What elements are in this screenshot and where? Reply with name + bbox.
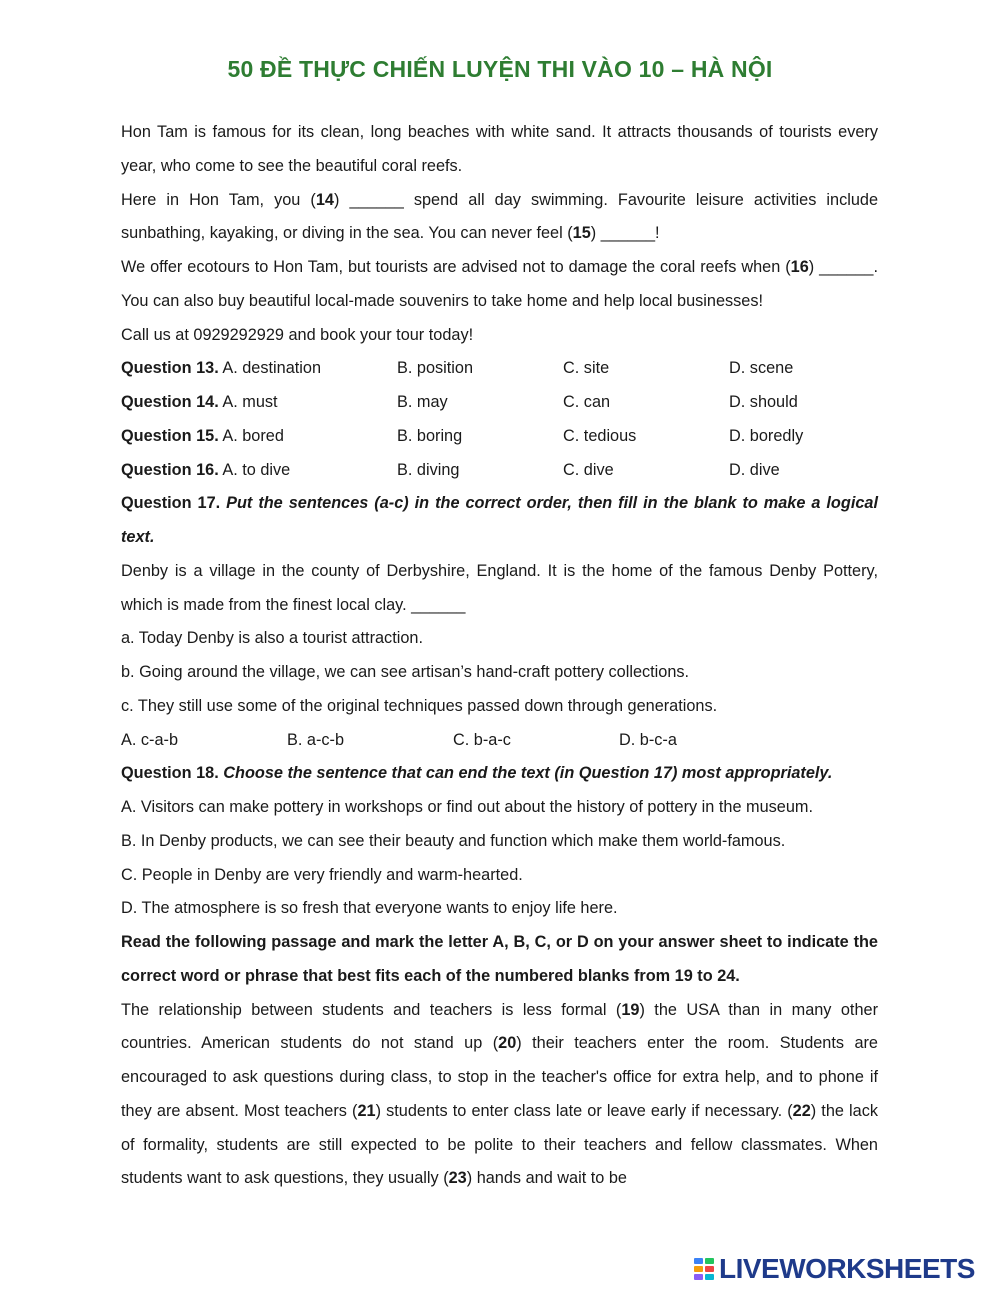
passage2: The relationship between students and teachers is less formal (19) the USA than in many other countries. American students do not stand up (20) their teachers enter the room. Students are encouraged to ask questions during class, to stop in the teacher's office for extra help, and to phone if they are absent. Most teachers (21) students to enter class late or leave early if necessary. (22) the lack of formality, students are still expected to be polite to their teachers and fellow classmates. When students want to ask questions, they usually (23) hands and wait to be (121, 1000, 879, 1188)
worksheet-content (121, 116, 878, 1196)
option-b[interactable]: B. In Denby products, we can see their beauty and function which make them world-famous. (121, 831, 786, 850)
passage1-paragraph2: Here in Hon Tam, you (14) ______ spend all day swimming. Favourite leisure activities include sunbathing, kayaking, or diving in the sea. You can never feel (15) ______! (121, 190, 878, 243)
section-instruction: Read the following passage and mark the letter A, B, C, or D on your answer sheet to indicate the correct word or phrase that best fits each of the numbered blanks from 19 to 24. (121, 933, 878, 985)
question-17-sentence-b: b. Going around the village, we can see artisan’s hand-craft pottery collections. (121, 663, 690, 681)
logo-text: LIVEWORKSHEETS (719, 1253, 975, 1284)
option-a[interactable]: A. bored (222, 426, 284, 445)
question-17-sentence-c: c. They still use some of the original techniques passed down through generations. (121, 696, 718, 715)
option-d[interactable]: D. boredly (729, 426, 804, 445)
liveworksheets-logo (693, 1254, 975, 1284)
option-b[interactable]: B. may (397, 393, 448, 411)
question-17-heading: Question 17. Put the sentences (a-c) in the correct order, then fill in the blank to make a logical text. (121, 494, 878, 546)
option-a[interactable]: A. c-a-b (121, 730, 179, 749)
option-b[interactable]: B. a-c-b (287, 730, 345, 749)
option-d[interactable]: D. scene (729, 359, 794, 378)
option-a[interactable]: A. must (222, 393, 278, 411)
question-17-options (121, 724, 878, 758)
option-b[interactable]: B. boring (397, 426, 463, 445)
question-15: Question 15. A. bored B. boring C. tedious D. boredly (121, 420, 878, 454)
option-c[interactable]: C. site (563, 359, 610, 378)
option-d[interactable]: D. The atmosphere is so fresh that everyone wants to enjoy life here. (121, 899, 618, 918)
option-d[interactable]: D. b-c-a (619, 730, 677, 749)
option-c[interactable]: C. People in Denby are very friendly and warm-hearted. (121, 865, 523, 884)
logo-mark-icon (693, 1257, 715, 1281)
option-b[interactable]: B. diving (397, 460, 460, 479)
option-c[interactable]: C. can (563, 393, 611, 411)
option-c[interactable]: C. dive (563, 460, 614, 479)
option-b[interactable]: B. position (397, 359, 474, 378)
passage1-intro: Hon Tam is famous for its clean, long beaches with white sand. It attracts thousands of tourists every year, who come to see the beautiful coral reefs. (121, 123, 878, 175)
passage1-paragraph3: We offer ecotours to Hon Tam, but tourists are advised not to damage the coral reefs when (16) ______. You can also buy beautiful local-made souvenirs to take home and help local businesses! (121, 258, 878, 310)
question-13: Question 13. A. destination B. position C. site D. scene (121, 352, 878, 386)
option-a[interactable]: A. Visitors can make pottery in workshops or find out about the history of pottery in the museum. (121, 798, 813, 816)
question-18-heading: Question 18. Choose the sentence that can end the text (in Question 17) most appropriately. (121, 764, 833, 783)
option-d[interactable]: D. dive (729, 460, 780, 479)
option-c[interactable]: C. b-a-c (453, 730, 511, 749)
option-c[interactable]: C. tedious (563, 426, 637, 445)
option-d[interactable]: D. should (729, 393, 798, 411)
option-a[interactable]: A. to dive (222, 460, 291, 479)
question-17-sentence-a: a. Today Denby is also a tourist attraction. (121, 629, 423, 648)
question-16: Question 16. A. to dive B. diving C. dive D. dive (121, 454, 878, 488)
question-14: Question 14. A. must B. may C. can D. should (121, 386, 878, 420)
passage1-paragraph4: Call us at 0929292929 and book your tour today! (121, 325, 474, 344)
page-title: 50 ĐỀ THỰC CHIẾN LUYỆN THI VÀO 10 – HÀ NỘI (227, 56, 773, 82)
question-17-text: Denby is a village in the county of Derbyshire, England. It is the home of the famous Denby Pottery, which is made from the finest local clay. ______ (121, 561, 878, 614)
option-a[interactable]: A. destination (222, 359, 322, 378)
